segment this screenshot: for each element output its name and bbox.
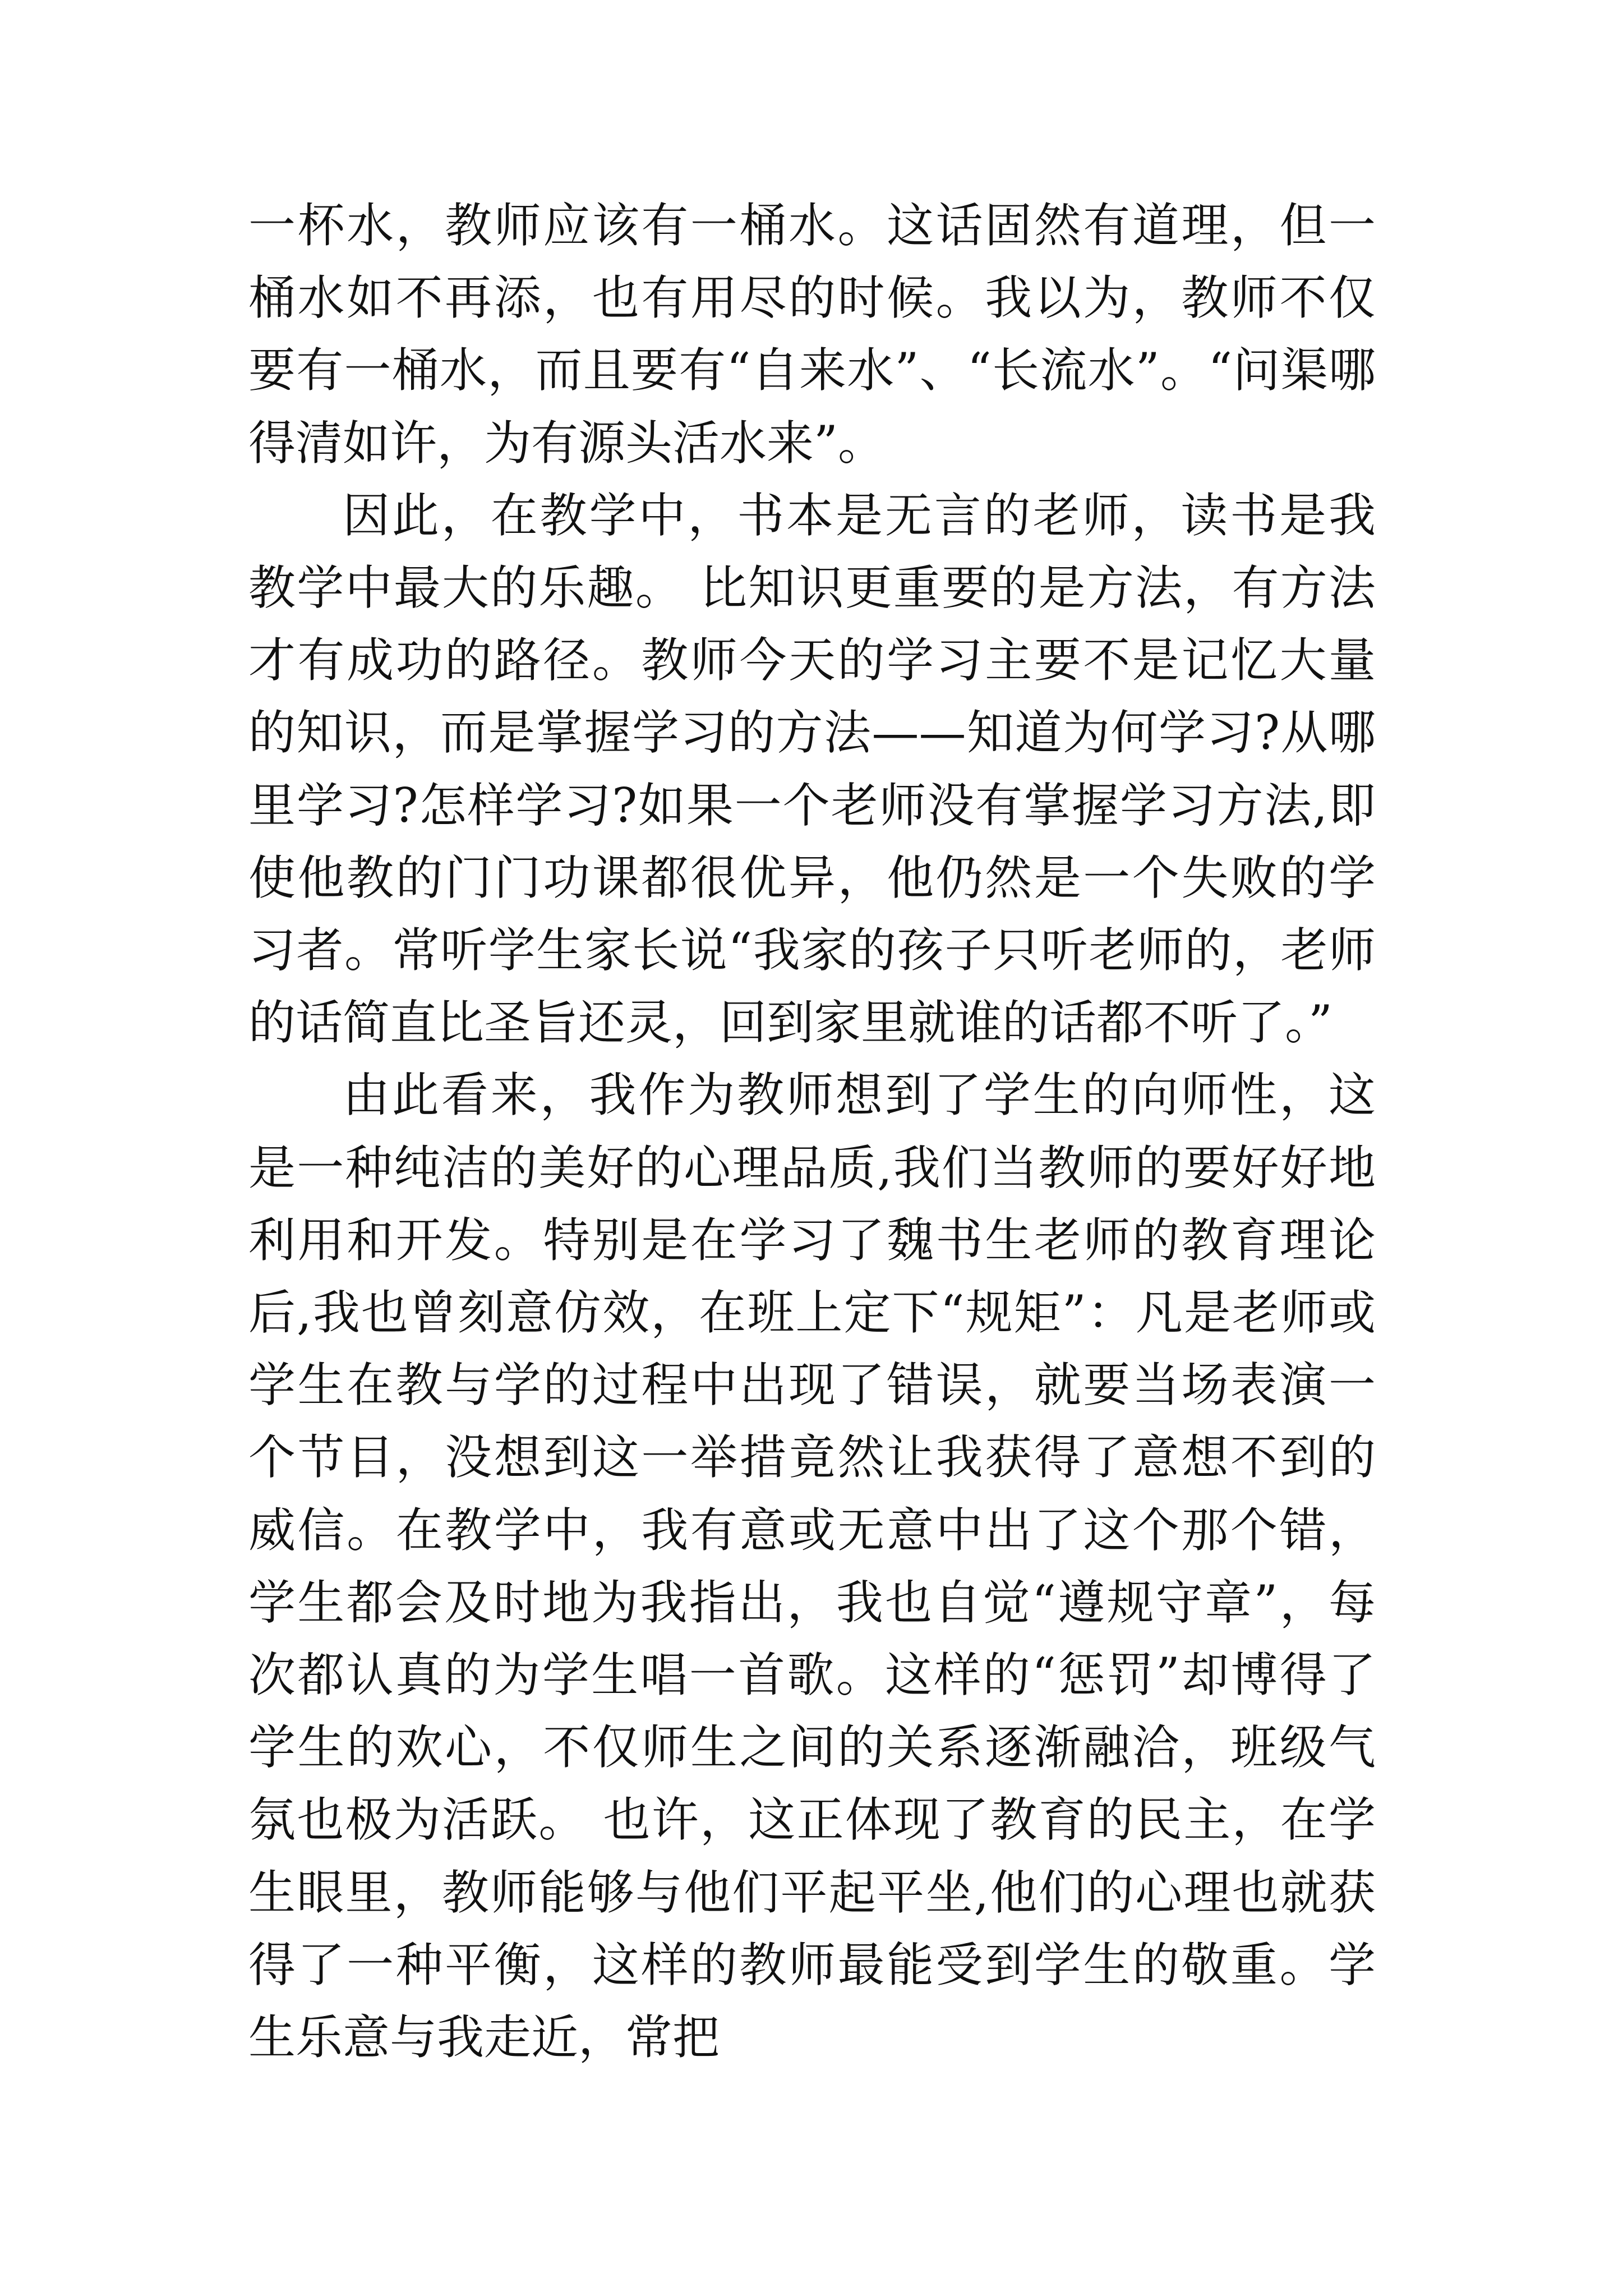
body-text <box>248 190 1376 2074</box>
paragraph-3: 由此看来，我作为教师想到了学生的向师性，这是一种纯洁的美好的心理品质,我们当教师的要好好地利用和开发。特别是在学习了魏书生老师的教育理论后,我也曾刻意仿效，在班上定下“规矩”：凡是老师或学生在教与学的过程中出现了错误，就要当场表演一个节目，没想到这一举措竟然让我获得了意想不到的威信。在教学中，我有意或无意中出了这个那个错，学生都会及时地为我指出，我也自觉“遵规守章”，每次都认真的为学生唱一首歌。这样的“惩罚”却博得了学生的欢心，不仅师生之间的关系逐渐融洽，班级气氛也极为活跃。 也许，这正体现了教育的民主，在学生眼里，教师能够与他们平起平坐,他们的心理也就获得了一种平衡，这样的教师最能受到学生的敬重。学生乐意与我走近，常把 <box>248 1068 1376 2065</box>
paragraph-2: 因此，在教学中，书本是无言的老师，读书是我教学中最大的乐趣。 比知识更重要的是方法，有方法才有成功的路径。教师今天的学习主要不是记忆大量的知识，而是掌握学习的方法——知道为何学习?从哪里学习?怎样学习?如果一个老师没有掌握学习方法,即使他教的门门功课都很优异，他仍然是一个失败的学习者。常听学生家长说“我家的孩子只听老师的，老师的话简直比圣旨还灵，回到家里就谁的话都不听了。” <box>248 487 1376 1051</box>
paragraph-1: 一杯水，教师应该有一桶水。这话固然有道理，但一桶水如不再添，也有用尽的时候。我以为，教师不仅要有一桶水，而且要有“自来水”、“长流水”。“问渠哪得清如许，为有源头活水来”。 <box>248 198 1376 471</box>
